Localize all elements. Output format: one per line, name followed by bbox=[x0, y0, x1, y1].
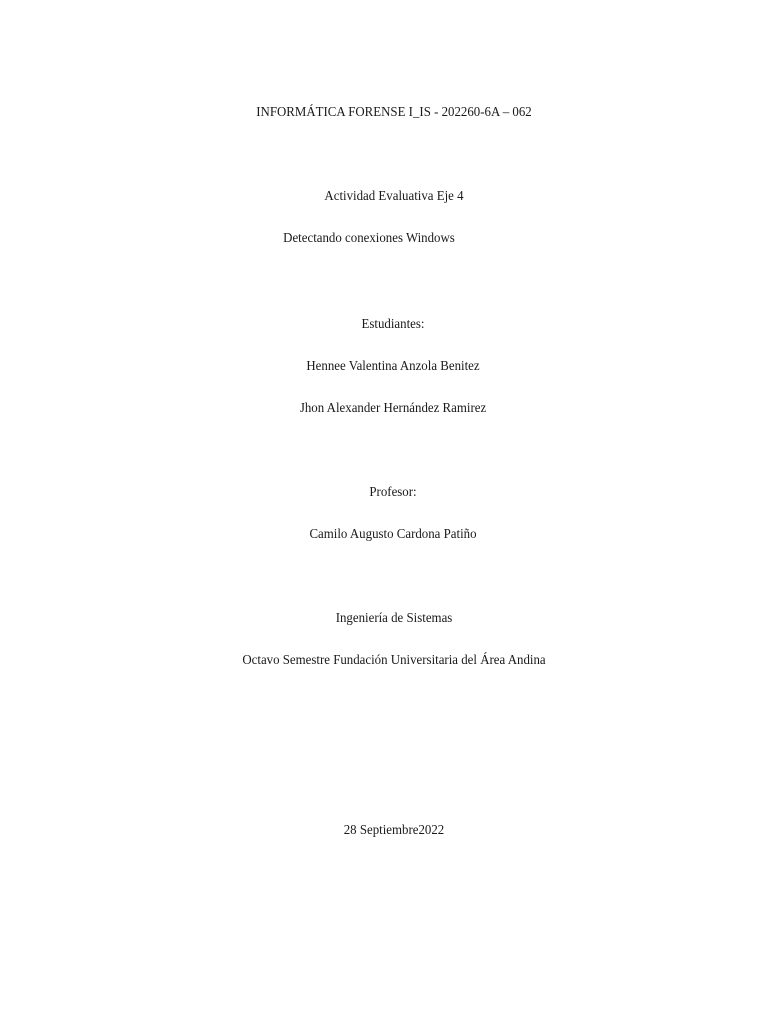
document-date: 28 Septiembre2022 bbox=[343, 823, 445, 838]
semester-institution: Octavo Semestre Fundación Universitaria del Área Andina bbox=[242, 653, 546, 668]
course-title: INFORMÁTICA FORENSE I_IS - 202260-6A – 062 bbox=[256, 105, 532, 120]
professor-label: Profesor: bbox=[369, 485, 417, 500]
professor-name: Camilo Augusto Cardona Patiño bbox=[309, 527, 477, 542]
activity-title: Actividad Evaluativa Eje 4 bbox=[324, 189, 464, 204]
student-name: Jhon Alexander Hernández Ramirez bbox=[299, 401, 487, 416]
activity-subtitle: Detectando conexiones Windows bbox=[283, 231, 455, 246]
program-name: Ingeniería de Sistemas bbox=[335, 611, 453, 626]
students-label: Estudiantes: bbox=[361, 317, 425, 332]
student-name: Hennee Valentina Anzola Benitez bbox=[306, 359, 480, 374]
